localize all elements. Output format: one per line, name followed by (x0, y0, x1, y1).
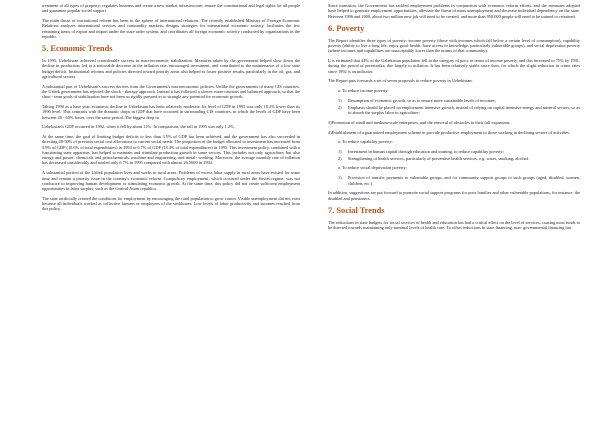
list-item-number: 2) (338, 155, 342, 161)
list-item (338, 105, 580, 116)
paragraph: At the same time, the goal of limiting budget deficits to less than 3.5% of GDP has been achieved, and the government has also succeeded in directing 40-50% of previous social cost allocations to current social needs. The proportion of the budget allocated to investment has increased from 5.9% of GDP (10.6% of total expenditures) in 1994 to 6.7% of GDP (18.4% of total expenditures) in 1995. This investment policy, combined with a functioning state apparatus, has helped to maintain and stimulate production growth in some sectors. This includes not only agriculture, but also energy and power, chemicals and petrochemicals, machine and engineering, and metal- working. Moreover, the average monthly rate of inflation has decreased considerably and totaled only 6.7% in 1995 compared with almost 26.5600 in 1994. (42, 134, 300, 166)
paragraph: A substantial part of Uzbekistan's success derives from the Government's macroeconomic policies. Unlike the governments of many CIS countries, the Uzbek government has rejected the shock - therapy approach. Instead it has followed a slower, more cautious and balanced approach, so that the short - term goals of stabilization have not been so rigidly pursued as to strangle any potential for economic growth. (42, 83, 300, 100)
list-item-number: 1) (338, 149, 342, 155)
paragraph: In addition, suggestions are put forward to promote social support programs for poor families and other vulnerable populations, for instance, the disabled and pensioners. (328, 190, 580, 201)
list-item-text: Strengthening of health services, particularly of preventive health services, e.g. water, smoking, alcohol. (348, 155, 530, 161)
list-item-number: 2) (338, 104, 342, 110)
paragraph: It is estimated that 44% of the Uzbekistan population fell in the category of poor, in terms of income poverty, and this increased to 75% by 1991, during the period of perestroika, due largely to inflation. It has been relatively stable since then, for which the slight reduction in crime rates since 1992 is an indicator. (328, 58, 580, 74)
paragraph: Taking 1990 as a base year, economic decline in Uzbekistan has been relatively moderate. Its level of GDP in 1995 was only 18.2% lower than its 1990 level. This contrasts with the dramatic drops in GDP that have occurred in surrounding CIS countries, in which the levels of GDP have been between 40 - 60% lower, over the same period. The biggest drop in (42, 104, 300, 120)
capability-poverty-list (328, 149, 580, 161)
section-heading-economic-trends: 5. Economic Trends (42, 44, 113, 54)
paragraph: treatment of all types of property; regulates business and create a new market infrastructure; ensure the constitutional and legal rights for all people and guarantee popular social support. (42, 3, 300, 14)
paragraph: In 1995, Uzbekistan achieved considerable success in macroeconomic stabilization. Measures taken by the government helped slow down the decline in production, led to a noticeable decrease in the inflation rate, encouraged investment, and contributed to the maintenance of a low state budget deficit. Institutional reforms and policies directed toward priority areas also helped to foster positive results, particularly in the oil, gas, and agricultural sectors. (42, 58, 300, 79)
income-poverty-list (328, 98, 580, 115)
list-item (338, 175, 580, 186)
list-item (338, 149, 580, 154)
social-deprivation-list (328, 175, 580, 186)
list-item-number: 1) (338, 175, 342, 181)
paragraph: 3)Promotion of small and medium-scale enterprises, and the removal of obstacles to their full expansion; (328, 119, 511, 125)
paragraph: Since transition, the Government has tackled employment problems in conjunction with economic reform efforts, and the measures adopted have helped to generate employment opportunities, alleviate the threat of mass unemployment and decrease individual dependency on the state. Between 1996 and 2000, about two million new job will need to be created, and more than 950,000 people will need to be trained or retrained. (328, 3, 580, 19)
list-heading: a. To reduce capability poverty: (338, 139, 393, 145)
paragraph: The main thrust of institutional reform has been in the sphere of international relations. The recently established Ministry of Foreign Economic Relations analyzes international services and commodity markets, designs strategies for international economic activity, facilitates the few remaining items of export and import under the state order system, and coordinates all foreign economic activity conducted by organizations in the republic. (42, 18, 300, 39)
list-item-text: Resumption of economic growth, so as to ensure more sustainable levels of incomes; (348, 98, 496, 104)
right-column (328, 3, 580, 424)
paragraph: The Report identifies three types of poverty: income poverty (those with incomes which fall below a certain level of consumption), capability poverty (ability to live a long life, enjoy good health, have access to knowledge, particularly vulnerable groups), and social deprivation poverty (where incomes and capabilities are unacceptably lower than the norms of that community). (328, 37, 580, 54)
paragraph: 4)Establishment of a guaranteed employment scheme to provide productive employment to those working in declining sectors of activities. (328, 129, 570, 135)
list-item-text: Emphasis should be placed on employment intensive growth, instead of relying on capital intensive energy and mineral sectors, so as to absorb the surplus labor in agriculture; (348, 104, 580, 115)
section-heading-poverty: 6. Poverty (328, 23, 365, 33)
section-heading-social-trends: 7. Social Trends (328, 205, 385, 215)
list-item-text: Provision of transfer payments to vulnerable groups, and /or community support groups to such groups (aged, disabled, women, children, etc.) (348, 175, 580, 186)
paragraph: A substantial portion of the Uzbek population lives and works in rural areas. Problems of excess labor supply in rural areas have existed for some time and remain a priority issue in the country's economic reform. Compulsory employment, which occurred under the Soviet regime, was not conducive to improving human development or stimulating economic growth. At the same time, this policy did not create sufficient employment opportunities in labor surplus, such as the Central Asian republics. (42, 170, 300, 192)
list-item-number: 1) (338, 98, 342, 104)
list-item (338, 156, 580, 161)
list-heading: a. To reduce income poverty: (338, 88, 389, 94)
list-heading: a. To reduce social deprivation poverty: (338, 165, 407, 171)
paragraph: The state artificially created the conditions for employment by encouraging the rural population to grow cotton. Visible unemployment did not exist because all individuals worked as collective farmers or employees of the sovkhozes. Low levels of labor productivity and incomes resulted from this policy. (42, 195, 300, 212)
paragraph: The reductions in state budgets for social services of health and education has had a critical effect on the level of services, causing most funds to be directed towards maintaining only minimal levels of health care. To offset reductions in state financing, non- governmental financing has (328, 219, 580, 231)
paragraph: Uzbekistan's GDP occurred in 1992, when it fell by about 11%. In comparison, the fall in 1995 was only 1.2%. (42, 124, 235, 130)
list-item (338, 98, 580, 103)
paragraph: The Report puts forwards a set of seven proposals to reduce poverty in Uzbekistan: (328, 78, 473, 84)
left-column (42, 3, 300, 424)
list-item-text: Investment in human capital through education and training, to reduce capability poverty; (348, 149, 504, 155)
